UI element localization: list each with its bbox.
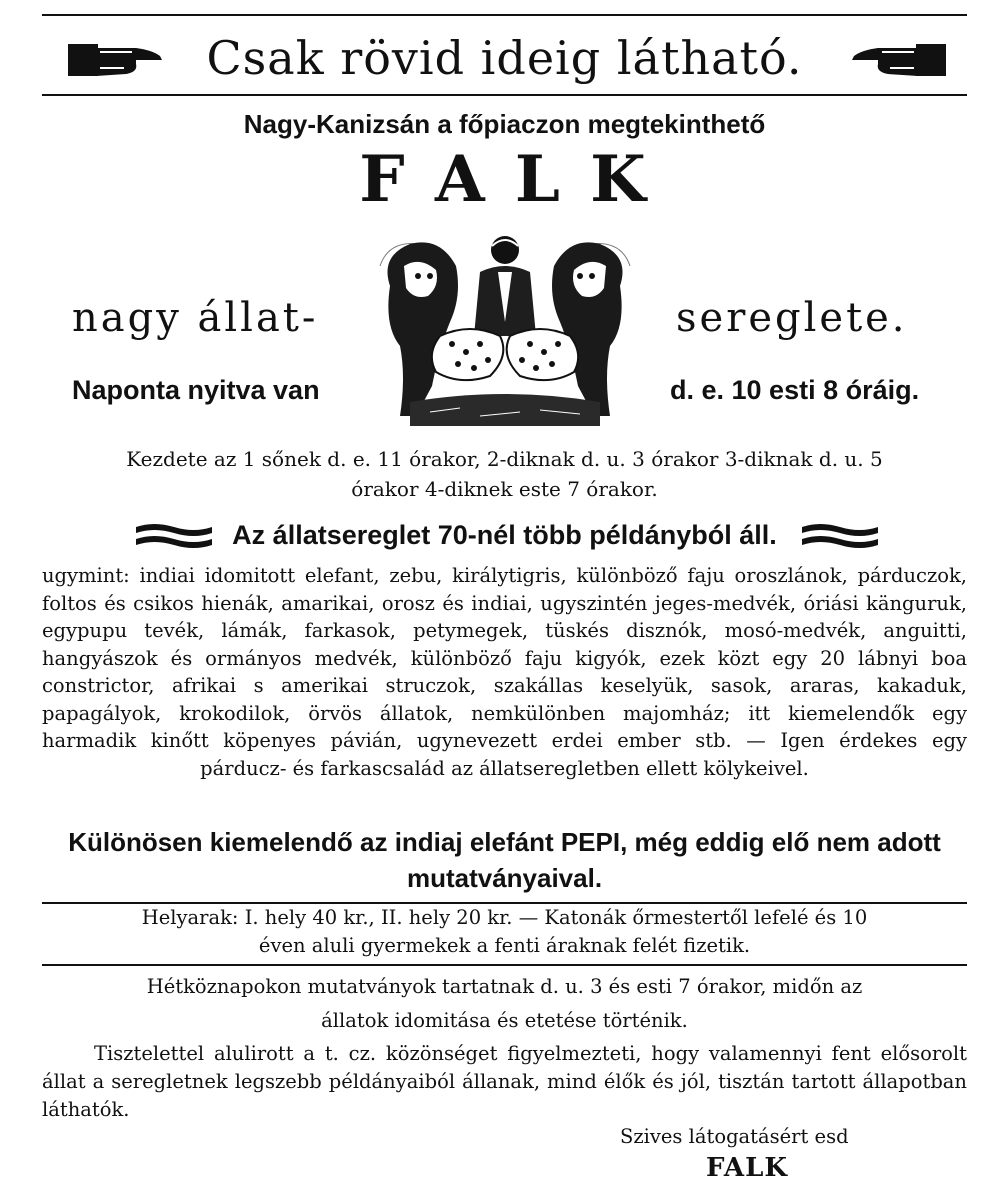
highlight-line-1: Különösen kiemelendő az indiaj elefánt PEPI, még eddig elő nem adott (68, 827, 941, 857)
schedule-line-2: órakor 4-diknek este 7 órakor. (351, 477, 658, 501)
signature-greeting: Szives látogatásért esd (620, 1125, 849, 1148)
schedule-line-1: Kezdete az 1 sőnek d. e. 11 órakor, 2-diknak d. u. 3 órakor 3-diknak d. u. 5 (126, 447, 883, 471)
falk-name: F A L K (359, 142, 650, 217)
top-rule (42, 14, 967, 16)
collection-body: ugymint: indiai idomitott elefant, zebu, királytigris, különböző faju oroszlánok, párduczok, foltos és csikos hienák, amarikai, orosz és indiai, ugyszintén jeges-medvék, óriási känguruk, egypupu tevék, lámák, farkasok, petymegek, tüskés disznók, mosó-medvék, anguitti, hangyászok és ormányos medvék, különböző faju kigyók, ezek közt egy 20 lábnyi boa constrictor, afrikai s amerikai struczok, szakállas keselyük, sasok, araras, kakaduk, papagályok, krokodilok, örvös állatok, nemkülönben majomház; itt kiemelendők egy harmadik kinőtt köpenyes pávián, ugynevezett erdei ember stb. — Igen érdekes egy párducz- és farkascsalád az állatseregletben ellett kölykeivel. (42, 564, 967, 780)
pointing-hand-icon (848, 38, 948, 82)
open-left: Naponta nyitva van (72, 375, 320, 405)
collection-headline: Az állatsereglet 70-nél több példányból áll. (232, 520, 777, 550)
highlight-line-2: mutatványaival. (406, 863, 603, 893)
left-phrase: nagy állat- (72, 295, 319, 341)
header-rule (42, 94, 967, 96)
prices-line-1: Helyarak: I. hely 40 kr., II. hely 20 kr. — Katonák őrmestertől lefelé és 10 (141, 906, 868, 929)
weekday-line-2: állatok idomitása és etetése történik. (321, 1009, 688, 1032)
signature-name: FALK (706, 1153, 788, 1183)
weekday-line-1: Hétköznapokon mutatványok tartatnak d. u. 3 és esti 7 órakor, midőn az (146, 975, 863, 998)
ornament-icon (800, 521, 880, 551)
prices-bottom-rule (42, 964, 967, 966)
location-line: Nagy-Kanizsán a főpiaczon megtekinthető (243, 109, 766, 139)
right-phrase: sereglete. (676, 295, 908, 341)
header-title: Csak rövid ideig látható. (206, 31, 803, 85)
notice-paragraph: Tisztelettel alulirott a t. cz. közönséget figyelmezteti, hogy valamennyi fent elősorolt állat a seregletnek legszebb példányaiból állanak, mind élők és jól, tisztán tartott állapotban láthatók. (42, 1042, 967, 1121)
animal-tamer-illustration (370, 226, 640, 430)
open-right: d. e. 10 esti 8 óráig. (670, 375, 920, 405)
prices-line-2: éven aluli gyermekek a fenti áraknak felét fizetik. (258, 934, 751, 957)
